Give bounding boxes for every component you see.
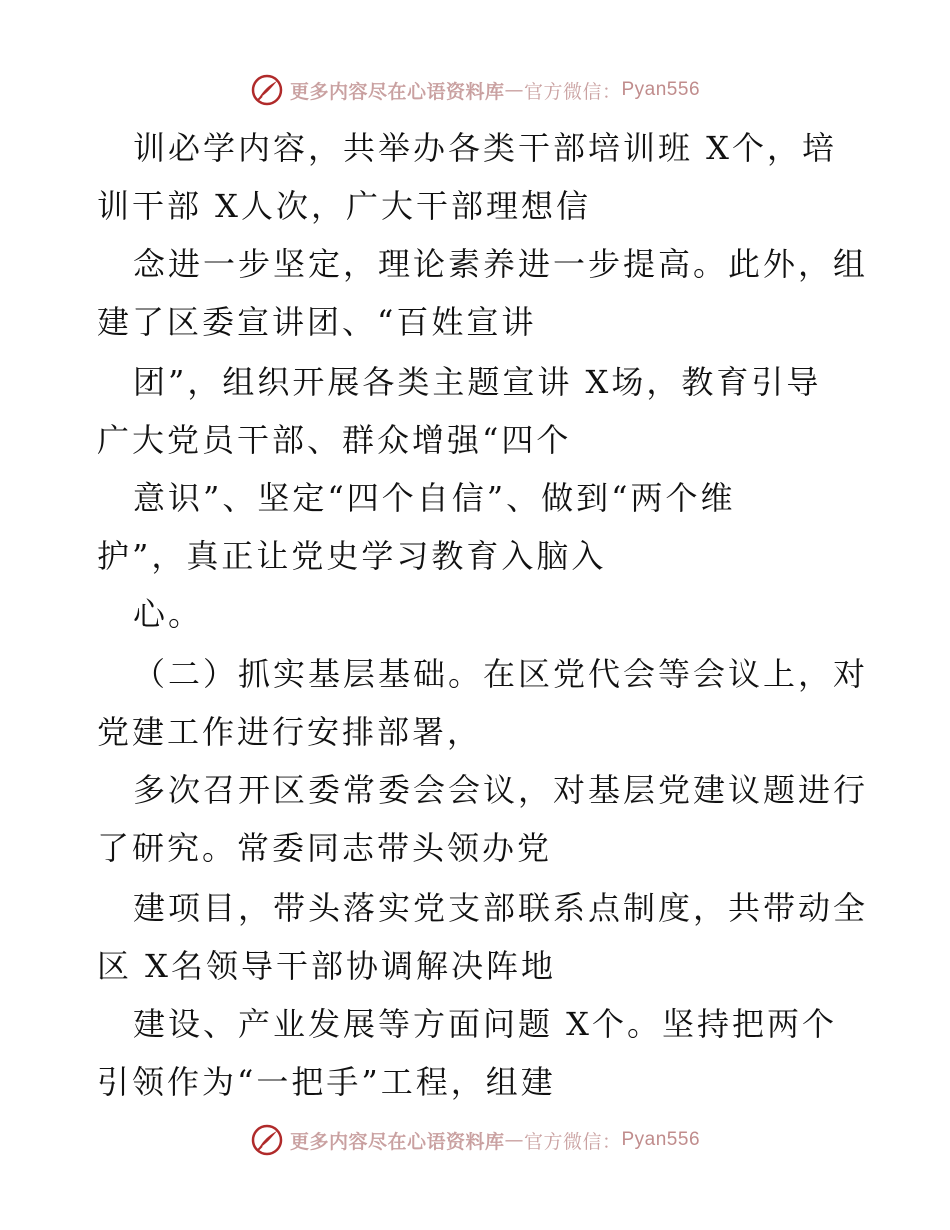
body-line: 多次召开区委常委会会议，对基层党建议题进行 (133, 771, 869, 809)
body-line: 护”，真正让党史学习教育入脑入 (97, 537, 607, 575)
watermark-main-text: 更多内容尽在心语资料库 (289, 1130, 505, 1153)
body-line: 引领作为“一把手”工程，组建 (97, 1063, 556, 1101)
watermark-wechat-label: 官方微信： (523, 1130, 622, 1153)
header-watermark-banner (0, 68, 950, 112)
feather-pen-seal-icon (250, 1123, 284, 1157)
body-line: （二）抓实基层基础。在区党代会等会议上，对 (133, 655, 869, 693)
watermark-main-text: 更多内容尽在心语资料库 (289, 80, 505, 103)
watermark-wechat-id: Pyan556 (621, 1129, 701, 1150)
body-line: 区 X名领导干部协调解决阵地 (97, 947, 556, 985)
watermark-dash: — (504, 79, 524, 101)
body-line: 训干部 X人次，广大干部理想信 (97, 187, 591, 225)
body-line: 了研究。常委同志带头领办党 (97, 829, 553, 867)
body-line: 建了区委宣讲团、“百姓宣讲 (97, 303, 537, 341)
watermark-dash: — (504, 1129, 524, 1151)
watermark-wechat-label: 官方微信： (523, 80, 622, 103)
body-line: 训必学内容，共举办各类干部培训班 X个，培 (133, 129, 837, 167)
body-line: 团”，组织开展各类主题宣讲 X场，教育引导 (133, 363, 822, 401)
body-line: 意识”、坚定“四个自信”、做到“两个维 (133, 479, 736, 517)
body-line: 建项目，带头落实党支部联系点制度，共带动全 (133, 889, 869, 927)
footer-watermark-banner (0, 1118, 950, 1162)
body-line: 广大党员干部、群众增强“四个 (97, 421, 572, 459)
feather-pen-seal-icon (250, 73, 284, 107)
body-line: 念进一步坚定，理论素养进一步提高。此外，组 (133, 245, 869, 283)
watermark-wechat-id: Pyan556 (621, 79, 701, 100)
body-line: 建设、产业发展等方面问题 X个。坚持把两个 (133, 1005, 837, 1043)
body-line: 党建工作进行安排部署， (97, 713, 483, 751)
body-line: 心。 (133, 595, 204, 633)
